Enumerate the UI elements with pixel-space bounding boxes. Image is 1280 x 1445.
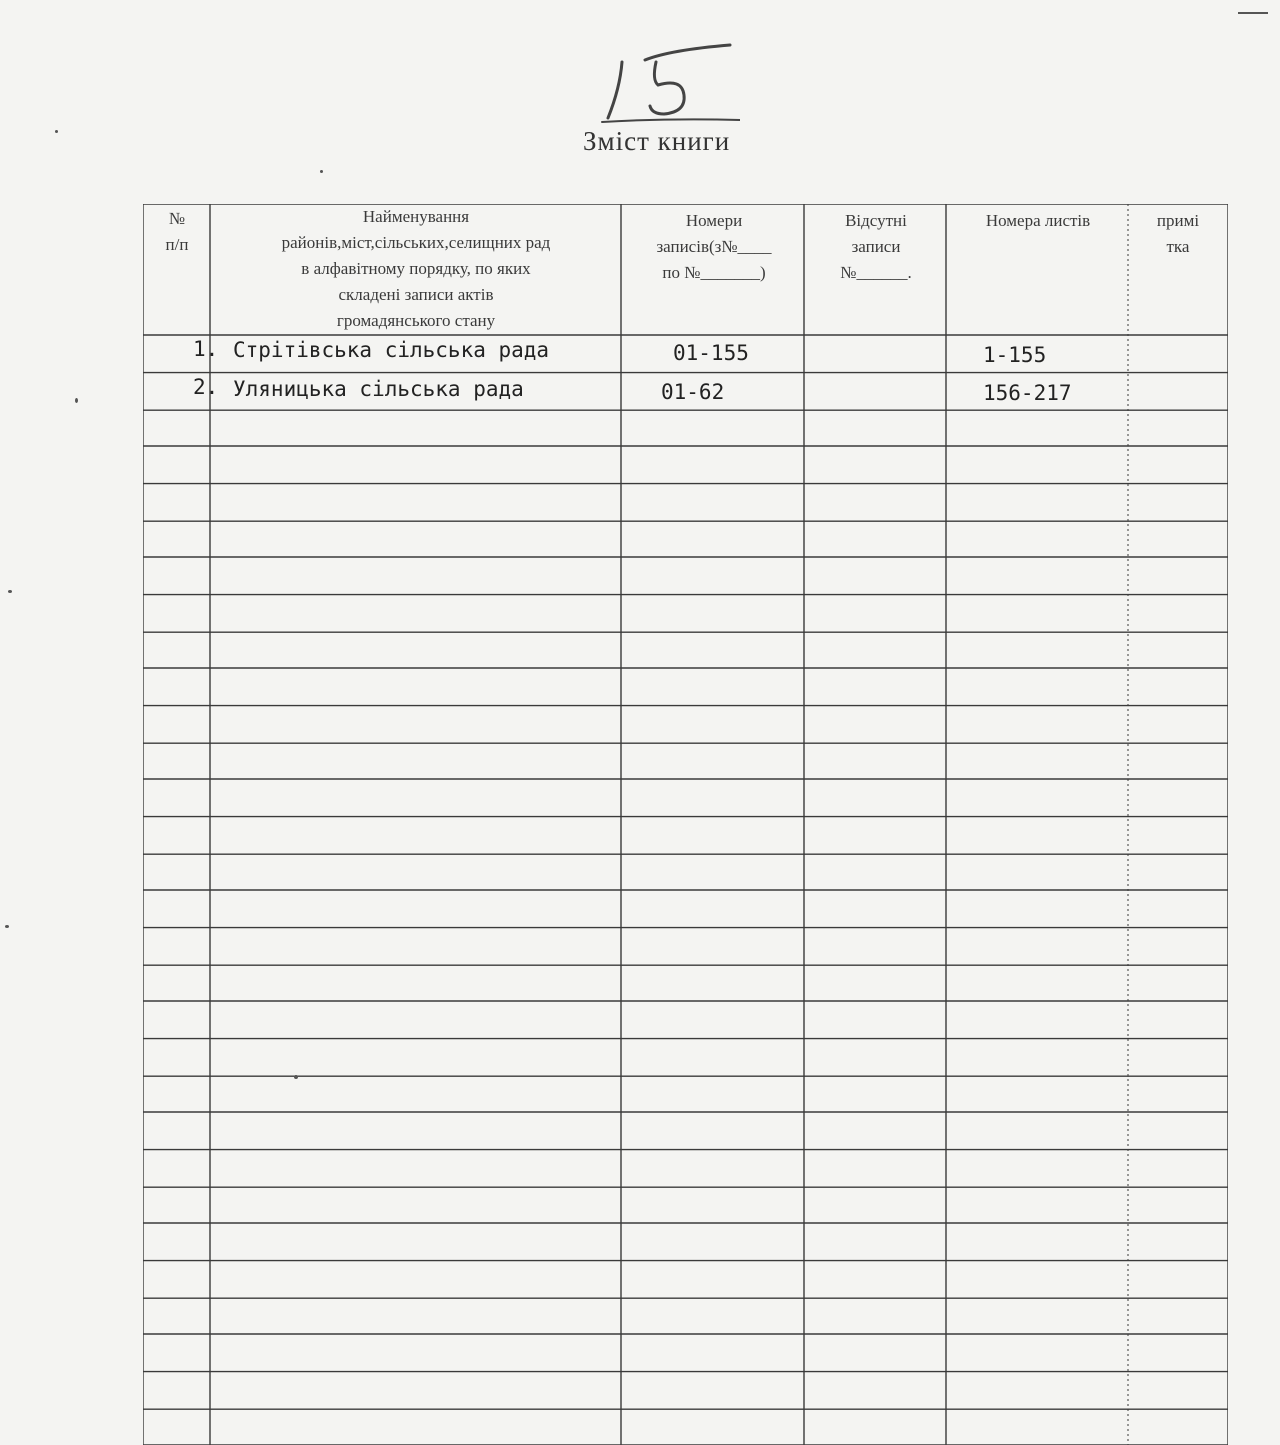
header-number: № п/п: [165, 209, 189, 254]
scan-speck: [294, 1075, 298, 1079]
row-1-record-numbers: 01-155: [673, 341, 749, 365]
row-1-sheet-numbers: 1-155: [983, 343, 1047, 367]
scan-speck: [320, 170, 323, 173]
scan-speck: [8, 590, 12, 593]
header-missing-records: Відсутні записи №______.: [840, 211, 912, 282]
header-council-name: Найменування районів,міст,сільських,селищних рад в алфавітному порядку, по яких складені записи актів громадянського стану: [281, 207, 551, 330]
row-2-council-name: Уляницька сільська рада: [233, 377, 524, 401]
scan-speck: [75, 398, 78, 403]
row-1-number: 1.: [193, 337, 219, 361]
contents-table: [143, 204, 1228, 1445]
row-1-council-name: Стрітівська сільська рада: [233, 338, 550, 362]
header-note: примі тка: [1156, 211, 1200, 256]
page-title: Зміст книги: [583, 126, 731, 156]
header-sheet-numbers: Номера листів: [985, 211, 1091, 230]
row-2-sheet-numbers: 156-217: [983, 381, 1072, 405]
row-2-number: 2.: [193, 375, 219, 399]
row-2-record-numbers: 01-62: [661, 380, 725, 404]
scan-speck: [1238, 12, 1268, 14]
handwritten-page-number: [590, 40, 740, 135]
scan-speck: [5, 925, 9, 928]
scan-speck: [55, 130, 58, 133]
header-record-numbers: Номери записів(з№____ по №_______): [656, 211, 772, 282]
